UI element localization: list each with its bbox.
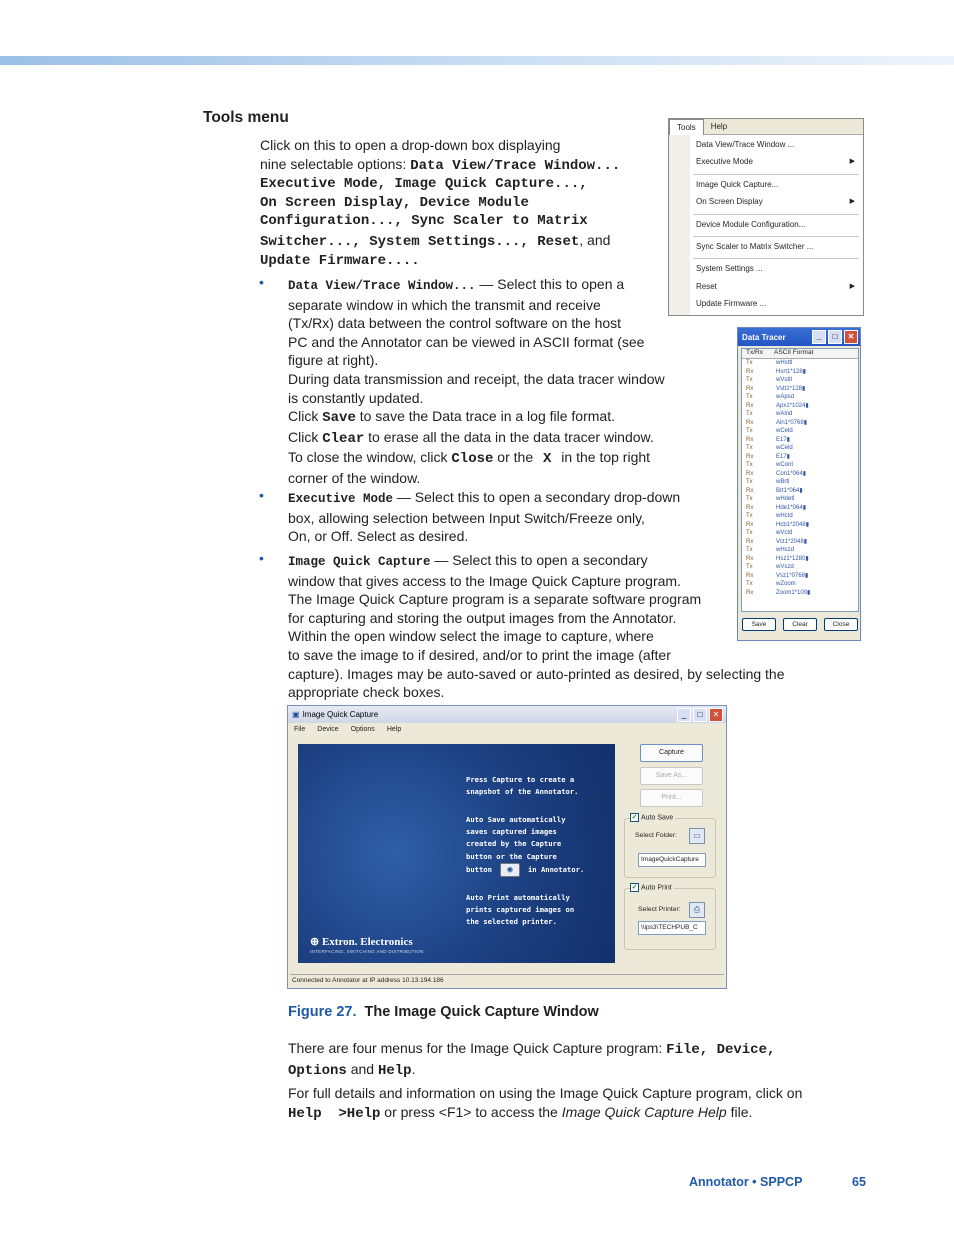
tracer-direction: Rx [746, 538, 754, 545]
auto-print-group [624, 888, 716, 950]
tracer-value: wAlnd [776, 411, 793, 417]
tracer-value: wVsttl [776, 377, 793, 383]
menu-item-label: Executive Mode [696, 157, 753, 166]
menu-separator [693, 214, 859, 215]
tracer-direction: Tx [746, 479, 753, 485]
tracer-direction: Tx [746, 394, 753, 400]
tracer-direction: Rx [746, 589, 754, 596]
tracer-direction: Rx [746, 436, 754, 443]
paragraph-text: There are four menus for the Image Quick Capture program: [288, 1040, 667, 1056]
bullet-text: separate window in which the transmit and receive [288, 296, 601, 313]
tracer-direction: Tx [746, 428, 753, 434]
data-tracer-titlebar [738, 328, 860, 346]
menu-separator [693, 174, 859, 175]
tracer-row[interactable] [742, 436, 858, 445]
folder-field[interactable]: ImageQuickCapture [638, 853, 706, 867]
bullet-text: Click [288, 428, 323, 445]
tracer-row[interactable] [742, 376, 858, 385]
print-button[interactable]: Print... [640, 789, 703, 807]
menu-item-on-screen-display[interactable] [696, 195, 855, 209]
paragraph-code: Help [377, 1062, 412, 1079]
data-tracer-header [742, 349, 858, 359]
camera-icon: ▣ [292, 710, 300, 719]
tracer-value: wVctd [776, 530, 793, 536]
menu-help[interactable]: Help [710, 122, 728, 131]
menus-paragraph [288, 1039, 848, 1080]
tracer-value: Hde1*064▮ [776, 504, 806, 511]
bullet-text: to save the image to if desired, and/or to print the image (after [288, 646, 671, 663]
tracer-direction: Tx [746, 462, 753, 468]
x-code: X [543, 451, 552, 468]
image-quick-capture-window [287, 705, 727, 989]
menu-item-label: On Screen Display [696, 197, 763, 206]
bullet-text: PC and the Annotator can be viewed in ASCII format (see [288, 333, 645, 350]
tracer-row[interactable] [742, 538, 858, 547]
tracer-direction: Rx [746, 555, 754, 562]
bullet-text: in the top right [557, 449, 651, 466]
iqc-titlebar [288, 706, 726, 723]
bullet-text: On, or Off. Select as desired. [288, 528, 469, 545]
tracer-value: wHctd [776, 513, 793, 519]
bullet-text: — Select this to open a secondary drop-down [393, 489, 681, 505]
clear-code: Clear [322, 430, 365, 447]
menu-item-image-quick-capture[interactable] [696, 178, 855, 192]
menu-item-update-firmware[interactable] [696, 297, 855, 311]
bullet-text: Within the open window select the image to capture, where [288, 628, 654, 645]
bullet-text: To close the window, click [288, 449, 452, 466]
tracer-value: Brt1*064▮ [776, 487, 803, 494]
close-code: Close [451, 451, 494, 468]
banner-line: Auto Print automatically [466, 893, 570, 902]
footer-doc-title: Annotator • SPPCP [689, 1175, 803, 1189]
figure-title: The Image Quick Capture Window [364, 1004, 599, 1020]
menu-device[interactable]: Device [317, 726, 339, 733]
tracer-direction: Rx [746, 521, 754, 528]
tracer-value: wCeld [776, 428, 793, 434]
tracer-value: Hcb1*2048▮ [776, 521, 809, 528]
tracer-direction: Rx [746, 368, 754, 375]
tracer-direction: Tx [746, 564, 753, 570]
bullet-text: Click [288, 408, 323, 425]
extron-tagline: INTERFACING, SWITCHING AND DISTRIBUTION [310, 949, 424, 954]
intro-code: Executive Mode, Image Quick Capture..., [260, 176, 588, 193]
col-ascii: ASCII Format [774, 349, 814, 356]
auto-save-label: Auto Save [641, 814, 674, 822]
auto-save-checkbox[interactable] [630, 813, 675, 822]
checkmark-icon: ✓ [631, 814, 638, 821]
menu-item-label: Sync Scaler to Matrix Switcher ... [696, 242, 814, 251]
intro-line: Click on this to open a drop-down box displaying [260, 137, 561, 153]
paragraph-code: File, Device, [666, 1042, 776, 1058]
tracer-direction: Rx [746, 487, 754, 494]
tracer-value: wHdetl [776, 496, 795, 502]
tracer-value: Vsz1*0768▮ [776, 572, 809, 579]
tracer-value: wZoom [776, 581, 796, 587]
tracer-row[interactable] [742, 427, 858, 436]
tracer-row[interactable] [742, 359, 858, 368]
intro-code: Configuration..., Sync Scaler to Matrix [260, 213, 588, 230]
tracer-row[interactable] [742, 453, 858, 462]
tracer-value: wBrtl [776, 479, 790, 485]
save-as-button[interactable]: Save As... [640, 767, 703, 785]
menu-item-label: Image Quick Capture... [696, 180, 779, 189]
status-bar: Connected to Annotator at IP address 10.13.194.186 [290, 974, 724, 986]
tracer-value: Hsrt1*128▮ [776, 368, 806, 375]
menu-separator [693, 258, 859, 259]
tracer-value: Aln1*0768▮ [776, 419, 807, 426]
tracer-value: Apx1*1024▮ [776, 402, 809, 409]
bullet-dot: • [259, 550, 264, 566]
bullet-text: for capturing and storing the output images from the Annotator. [288, 609, 677, 626]
bullet-text: — Select this to open a secondary [430, 552, 648, 568]
printer-icon[interactable]: ⎙ [689, 902, 705, 918]
tracer-row[interactable] [742, 410, 858, 419]
intro-code: Data View/Trace Window... [410, 157, 621, 174]
tracer-direction: Tx [746, 530, 753, 536]
close-button[interactable]: Close [824, 618, 858, 631]
banner-line: snapshot of the Annotator. [466, 787, 579, 797]
paragraph-text: and [346, 1060, 378, 1077]
menu-item-sync-scaler[interactable] [696, 240, 855, 254]
menu-item-system-settings[interactable] [696, 262, 855, 276]
tracer-value: wApsd [776, 394, 795, 400]
tracer-direction: Rx [746, 572, 754, 579]
tracer-row[interactable] [742, 521, 858, 530]
tracer-direction: Rx [746, 385, 754, 392]
bullet-text: appropriate check boxes. [288, 684, 445, 701]
banner-autosave-text [466, 814, 584, 877]
bullet-code: Image Quick Capture [288, 555, 431, 569]
iqc-menubar [288, 723, 726, 736]
save-button[interactable]: Save [742, 618, 776, 631]
section-title: Tools menu [203, 109, 289, 126]
bullet-text: to erase all the data in the data tracer window. [364, 428, 654, 445]
tools-menu-screenshot [668, 118, 864, 316]
tracer-direction: Tx [746, 496, 753, 502]
help-paragraph [288, 1084, 868, 1123]
paragraph-text: or press <F1> to access the [380, 1103, 562, 1120]
iqc-title: Image Quick Capture [302, 710, 379, 719]
banner-line: prints captured images on [466, 905, 575, 915]
extron-logo [310, 935, 413, 948]
bullet-text: window that gives access to the Image Quick Capture program. [288, 572, 681, 589]
paragraph-italic: Image Quick Capture Help [561, 1103, 727, 1120]
bullet-text: During data transmission and receipt, the data tracer window [288, 370, 665, 387]
tracer-row[interactable] [742, 546, 858, 555]
banner-line: the selected printer. [466, 917, 557, 927]
menu-separator [693, 236, 859, 237]
paragraph-text: . [411, 1060, 416, 1077]
banner-line: created by the Capture [466, 839, 562, 849]
bullet-dot: • [259, 274, 264, 290]
menu-item-label: Device Module Configuration... [696, 220, 806, 229]
tools-menubar [669, 119, 863, 135]
tracer-direction: Rx [746, 470, 754, 477]
tracer-rows [742, 359, 858, 597]
folder-icon[interactable]: ▭ [689, 828, 705, 844]
tracer-row[interactable] [742, 393, 858, 402]
intro-text: , and [579, 231, 611, 248]
tracer-row[interactable] [742, 504, 858, 513]
globe-icon: ⊕ [310, 936, 320, 948]
menu-item-data-view[interactable] [696, 138, 855, 152]
tracer-value: Zoom1*100▮ [776, 589, 811, 596]
banner-line: saves captured images [466, 827, 557, 837]
auto-print-label: Auto Print [641, 884, 672, 892]
page-number: 65 [852, 1175, 866, 1189]
select-printer-label: Select Printer: [638, 906, 681, 913]
tracer-row[interactable] [742, 563, 858, 572]
menu-options[interactable]: Options [350, 726, 375, 733]
bullet-code: Data View/Trace Window... [288, 279, 476, 293]
bullet-text: — Select this to open a [475, 276, 625, 292]
tracer-direction: Rx [746, 419, 754, 426]
paragraph-text: For full details and information on using the Image Quick Capture program, click on [288, 1085, 803, 1101]
tracer-row[interactable] [742, 478, 858, 487]
data-tracer-window [737, 327, 861, 641]
figure-number: Figure 27. [288, 1004, 357, 1020]
menu-item-executive-mode[interactable] [696, 155, 855, 169]
banner-line: button [466, 864, 492, 874]
tracer-value: wHsttl [776, 360, 793, 366]
tracer-row[interactable] [742, 461, 858, 470]
bullet-text: The Image Quick Capture program is a separate software program [288, 591, 702, 608]
auto-print-checkbox[interactable] [630, 883, 674, 892]
minimize-icon[interactable]: _ [677, 708, 691, 722]
tracer-value: Vstt1*128▮ [776, 385, 806, 392]
bullet-text: is constantly updated. [288, 389, 424, 406]
tracer-direction: Tx [746, 547, 753, 553]
banner-line: in Annotator. [527, 864, 585, 874]
tracer-direction: Tx [746, 360, 753, 366]
capture-camera-icon: ◉ [500, 863, 520, 877]
intro-text: nine selectable options: [260, 155, 411, 172]
tracer-direction: Tx [746, 513, 753, 519]
tracer-direction: Tx [746, 581, 753, 587]
bullet-text: box, allowing selection between Input Switch/Freeze only, [288, 509, 645, 526]
tracer-row[interactable] [742, 512, 858, 521]
printer-field[interactable]: \\ips3\TECHPUB_C [638, 921, 706, 935]
data-tracer-list[interactable] [741, 348, 859, 612]
intro-code: Update Firmware.... [260, 252, 420, 269]
minimize-icon[interactable]: _ [812, 330, 826, 344]
bullet-data-view [288, 275, 728, 488]
bullet-text: to save the Data trace in a log file format. [355, 408, 615, 425]
clear-button[interactable]: Clear [783, 618, 817, 631]
menu-item-label: Reset [696, 282, 717, 291]
tracer-value: wVszd [776, 564, 794, 570]
tracer-direction: Rx [746, 402, 754, 409]
menu-item-label: Data View/Trace Window ... [696, 140, 795, 149]
tracer-value: wCont [776, 462, 794, 468]
tracer-row[interactable] [742, 385, 858, 394]
intro-code: Switcher..., System Settings..., Reset [260, 233, 580, 250]
tracer-row[interactable] [742, 529, 858, 538]
tracer-row[interactable] [742, 555, 858, 564]
intro-code: On Screen Display, Device Module [260, 194, 529, 211]
bullet-text: (Tx/Rx) data between the control software on the host [288, 315, 622, 332]
tracer-value: wHszd [776, 547, 795, 553]
checkmark-icon: ✓ [631, 884, 638, 891]
bullet-text: figure at right). [288, 352, 379, 369]
menu-help[interactable]: Help [386, 726, 402, 733]
tracer-direction: Tx [746, 377, 753, 383]
menu-file[interactable]: File [294, 726, 306, 733]
data-tracer-buttons [742, 618, 865, 631]
banner-capture-text [466, 774, 579, 798]
tracer-row[interactable] [742, 419, 858, 428]
header-gradient-bar [0, 56, 954, 65]
tracer-row[interactable] [742, 402, 858, 411]
tracer-value: Con1*064▮ [776, 470, 806, 477]
tracer-row[interactable] [742, 589, 858, 598]
banner-line: button or the Capture [466, 851, 557, 861]
maximize-icon[interactable]: □ [828, 330, 842, 344]
tracer-value: Hsz1*1280▮ [776, 555, 809, 562]
banner-autoprint-text [466, 892, 574, 929]
menu-item-reset[interactable] [696, 280, 855, 294]
bullet-text: or the [493, 449, 538, 466]
tracer-row[interactable] [742, 368, 858, 377]
figure-caption [288, 1004, 599, 1020]
tracer-row[interactable] [742, 470, 858, 479]
tracer-direction: Rx [746, 453, 754, 460]
maximize-icon[interactable]: □ [693, 708, 707, 722]
banner-line: Auto Save automatically [466, 815, 566, 824]
tracer-direction: Tx [746, 445, 753, 451]
select-folder-label: Select Folder: [635, 832, 677, 839]
save-code: Save [322, 410, 356, 427]
submenu-arrow-icon: ▶ [849, 158, 855, 165]
menu-gutter [669, 135, 690, 315]
menu-item-label: Update Firmware ... [696, 299, 767, 308]
paragraph-text: file. [726, 1103, 753, 1120]
tracer-value: E17▮ [776, 453, 790, 460]
col-tx-rx: Tx/Rx [746, 349, 763, 356]
intro-paragraph [260, 136, 670, 270]
close-icon[interactable]: ✕ [844, 330, 858, 344]
submenu-arrow-icon: ▶ [849, 198, 855, 205]
data-tracer-title: Data Tracer [742, 332, 786, 342]
bullet-dot: • [259, 487, 264, 503]
tracer-direction: Tx [746, 411, 753, 417]
tracer-row[interactable] [742, 495, 858, 504]
tracer-row[interactable] [742, 487, 858, 496]
logo-text: Extron. Electronics [321, 936, 413, 948]
tracer-value: E17▮ [776, 436, 790, 443]
tracer-row[interactable] [742, 444, 858, 453]
submenu-arrow-icon: ▶ [849, 283, 855, 290]
menu-item-device-module[interactable] [696, 218, 855, 232]
tracer-value: Vct1*2048▮ [776, 538, 807, 545]
tracer-row[interactable] [742, 580, 858, 589]
iqc-banner [298, 744, 615, 963]
close-icon[interactable]: ✕ [709, 708, 723, 722]
bullet-code: Executive Mode [288, 492, 394, 506]
bullet-executive-mode [288, 488, 728, 546]
auto-save-group [624, 818, 716, 878]
bullet-text: corner of the window. [288, 469, 421, 486]
bullet-text: capture). Images may be auto-saved or auto-printed as desired, by selecting the [288, 665, 785, 682]
banner-line: Press Capture to create a [466, 775, 575, 784]
paragraph-code: Help >Help [288, 1105, 381, 1122]
paragraph-code: Options [288, 1062, 347, 1079]
capture-button[interactable]: Capture [640, 744, 703, 762]
tracer-value: wCeld [776, 445, 793, 451]
menu-tools[interactable]: Tools [669, 119, 704, 135]
menu-item-label: System Settings ... [696, 264, 763, 273]
tracer-direction: Rx [746, 504, 754, 511]
tracer-row[interactable] [742, 572, 858, 581]
